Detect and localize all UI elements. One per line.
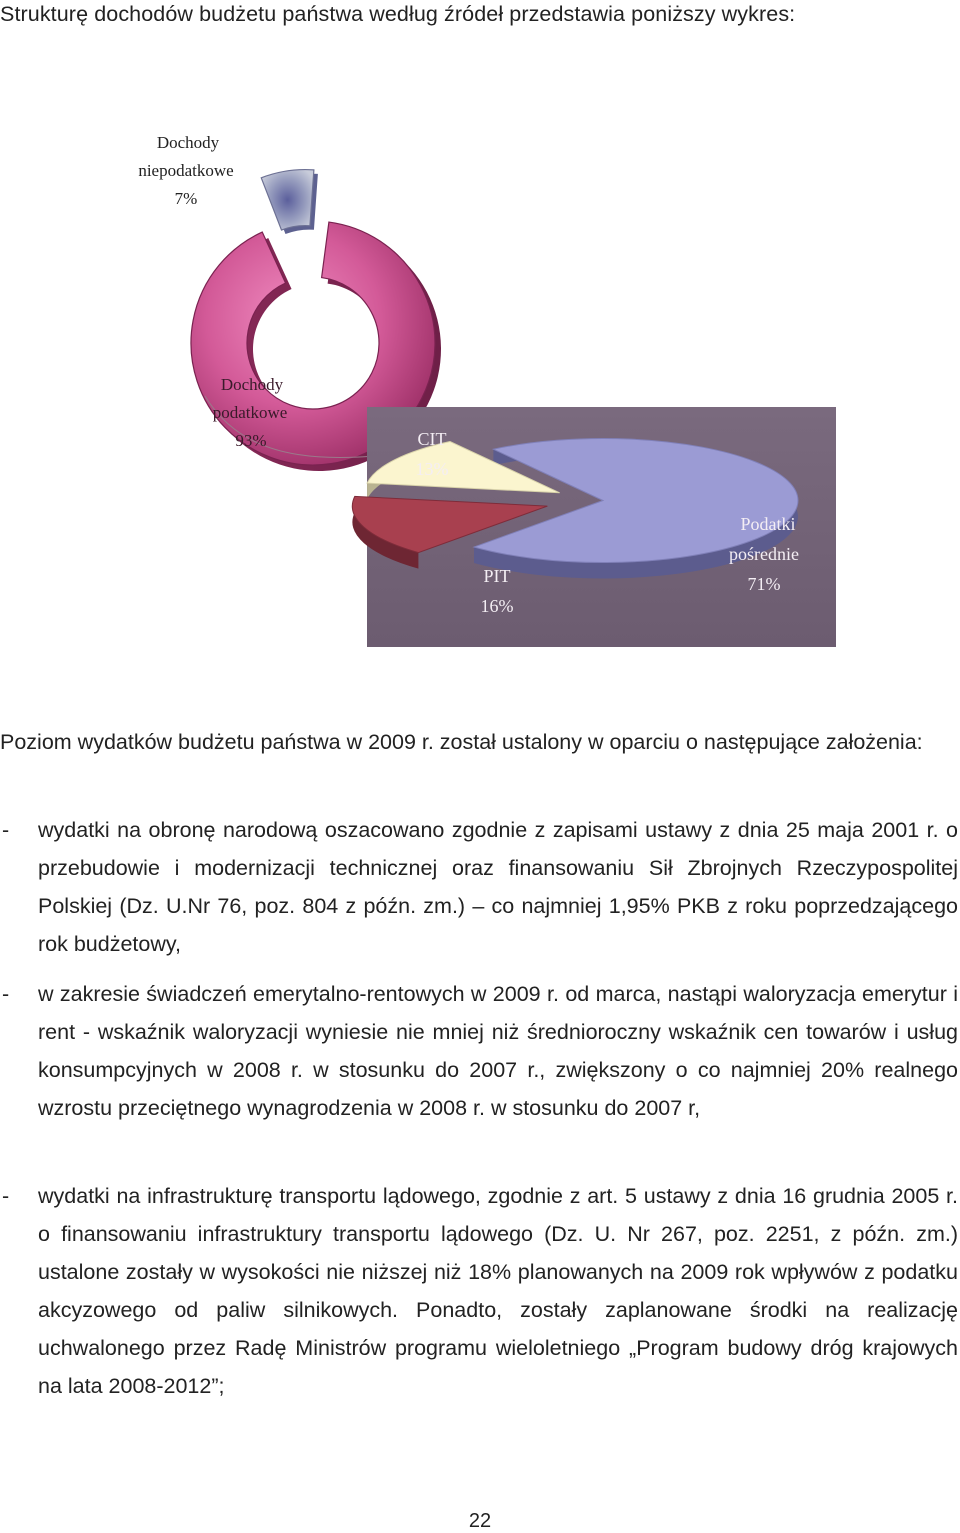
bullet-transport (0, 1177, 958, 1405)
label-cit-1: CIT (417, 429, 447, 449)
bullet-pensions (0, 975, 958, 1127)
page-number: 22 (468, 1510, 492, 1532)
label-podatki-posrednie-1: Podatki (740, 514, 796, 534)
bullet-text: wydatki na infrastrukturę transportu lądowego, zgodnie z art. 5 ustawy z dnia 16 grudnia 2005 r. o finansowaniu infrastruktury transportu lądowego (Dz. U. Nr 267, poz. 2251, z późn. zm.) ustalone zostały w wysokości nie niższej niż 18% planowanych na 2009 rok wpływów z podatku akcyzowego od paliw silnikowych. Ponadto, zostały zaplanowane środki na realizację uchwalonego przez Radę Ministrów programu wieloletniego „Program budowy dróg krajowych na lata 2008-2012”; (38, 1184, 958, 1398)
label-cit-2: 13% (415, 459, 449, 479)
label-pit-1: PIT (483, 566, 511, 586)
assumptions-paragraph: Poziom wydatków budżetu państwa w 2009 r. został ustalony w oparciu o następujące założenia: (0, 730, 923, 754)
label-podatki-posrednie-3: 71% (747, 574, 781, 594)
label-dochody-podatkowe-2: podatkowe (212, 403, 288, 422)
label-dochody-podatkowe-3: 93% (235, 431, 267, 450)
bullet-defense (0, 811, 958, 963)
revenue-structure-chart (0, 0, 960, 700)
label-dochody-niepodatkowe-3: 7% (174, 189, 198, 208)
label-podatki-posrednie-2: pośrednie (729, 544, 799, 564)
bullet-dash: - (2, 818, 10, 842)
bullet-text: w zakresie świadczeń emerytalno-rentowych w 2009 r. od marca, nastąpi waloryzacja emerytur i rent - wskaźnik waloryzacji wyniesie nie mniej niż średnioroczny wskaźnik cen towarów i usług konsumpcyjnych w 2008 r. w stosunku do 2007 r., zwiększony o co najmniej 20% realnego wzrostu przeciętnego wynagrodzenia w 2008 r. w stosunku do 2007 r, (38, 982, 958, 1120)
label-dochody-niepodatkowe-2: niepodatkowe (138, 161, 234, 180)
bullet-dash: - (2, 982, 10, 1006)
label-dochody-podatkowe-1: Dochody (220, 375, 284, 394)
intro-text: Strukturę dochodów budżetu państwa według źródeł przedstawia poniższy wykres: (0, 2, 796, 26)
bullet-text: wydatki na obronę narodową oszacowano zgodnie z zapisami ustawy z dnia 25 maja 2001 r. o przebudowie i modernizacji technicznej oraz finansowaniu Sił Zbrojnych Rzeczypospolitej Polskiej (Dz. U.Nr 76, poz. 804 z późn. zm.) – co najmniej 1,95% PKB z roku poprzedzającego rok budżetowy, (38, 818, 958, 956)
bullet-dash: - (2, 1184, 10, 1208)
label-pit-2: 16% (480, 596, 514, 616)
label-dochody-niepodatkowe-1: Dochody (156, 133, 220, 152)
doughnut-slice-dochody-niepodatkowe (261, 170, 314, 230)
